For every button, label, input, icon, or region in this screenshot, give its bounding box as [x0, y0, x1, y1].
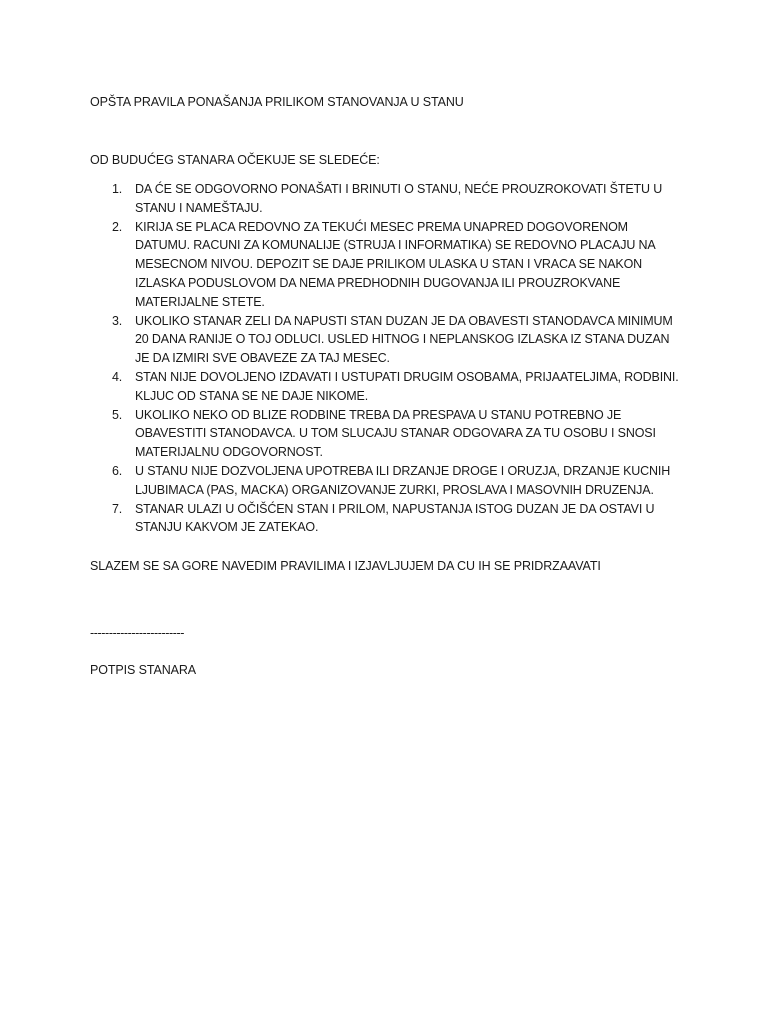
- rule-text: U STANU NIJE DOZVOLJENA UPOTREBA ILI DRZANJE DROGE I ORUZJA, DRZANJE KUCNIH LJUBIMACA (PAS, MACKA) ORGANIZOVANJE ZURKI, PROSLAVA I MASOVNIH DRUZENJA.: [135, 463, 671, 497]
- rule-text: STAN NIJE DOVOLJENO IZDAVATI I USTUPATI DRUGIM OSOBAMA, PRIJAATELJIMA, RODBINI. KLJUC OD STANA SE NE DAJE NIKOME.: [135, 369, 679, 403]
- rule-number: 4.: [112, 369, 123, 384]
- rule-number: 2.: [112, 219, 123, 234]
- rule-text: KIRIJA SE PLACA REDOVNO ZA TEKUĆI MESEC PREMA UNAPRED DOGOVORENOM DATUMU. RACUNI ZA KOMUNALIJE (STRUJA I INFORMATIKA) SE REDOVNO PLACAJU NA MESECNOM NIVOU. DEPOZIT SE DAJE PRILIKOM ULASKA U STAN I VRACA SE NAKON IZLASKA PODUSLOVOM DA NEMA PREDHODNIH DUGOVANJA ILI PROUZROKVANE MATERIJALNE STETE.: [135, 219, 655, 309]
- signature-line: -------------------------: [90, 626, 185, 640]
- rule-number: 7.: [112, 501, 123, 516]
- intro-text: OD BUDUĆEG STANARA OČEKUJE SE SLEDEĆE:: [90, 153, 380, 167]
- rule-item: [90, 462, 682, 500]
- agreement-statement: SLAZEM SE SA GORE NAVEDIM PRAVILIMA I IZJAVLJUJEM DA CU IH SE PRIDRZAAVATI: [90, 559, 601, 573]
- rule-item: [90, 406, 682, 462]
- rule-number: 6.: [112, 463, 123, 478]
- rule-item: [90, 368, 682, 406]
- rule-number: 1.: [112, 182, 123, 196]
- rule-item: [90, 180, 682, 218]
- rule-item: [90, 312, 682, 368]
- rule-text: DA ĆE SE ODGOVORNO PONAŠATI I BRINUTI O STANU, NEĆE PROUZROKOVATI ŠTETU U STANU I NAMEŠTAJU.: [135, 182, 663, 215]
- rule-number: 5.: [112, 407, 123, 422]
- rule-item: [90, 500, 682, 538]
- rule-item: [90, 218, 682, 312]
- rule-text: STANAR ULAZI U OČIŠĆEN STAN I PRILOM, NAPUSTANJA ISTOG DUZAN JE DA OSTAVI U STANJU KAKVOM JE ZATEKAO.: [135, 501, 655, 535]
- rules-list: [90, 180, 682, 537]
- rule-number: 3.: [112, 313, 123, 328]
- rule-text: UKOLIKO STANAR ZELI DA NAPUSTI STAN DUZAN JE DA OBAVESTI STANODAVCA MINIMUM 20 DANA RANIJE O TOJ ODLUCI. USLED HITNOG I NEPLANSKOG IZLASKA IZ STANA DUZAN JE DA IZMIRI SVE OBAVEZE ZA TAJ MESEC.: [135, 313, 673, 366]
- rule-text: UKOLIKO NEKO OD BLIZE RODBINE TREBA DA PRESPAVA U STANU POTREBNO JE OBAVESTITI STANODAVCA. U TOM SLUCAJU STANAR ODGOVARA ZA TU OSOBU I SNOSI MATERIJALNU ODGOVORNOST.: [135, 407, 656, 460]
- document-title: OPŠTA PRAVILA PONAŠANJA PRILIKOM STANOVANJA U STANU: [90, 95, 464, 109]
- signature-label: POTPIS STANARA: [90, 663, 197, 677]
